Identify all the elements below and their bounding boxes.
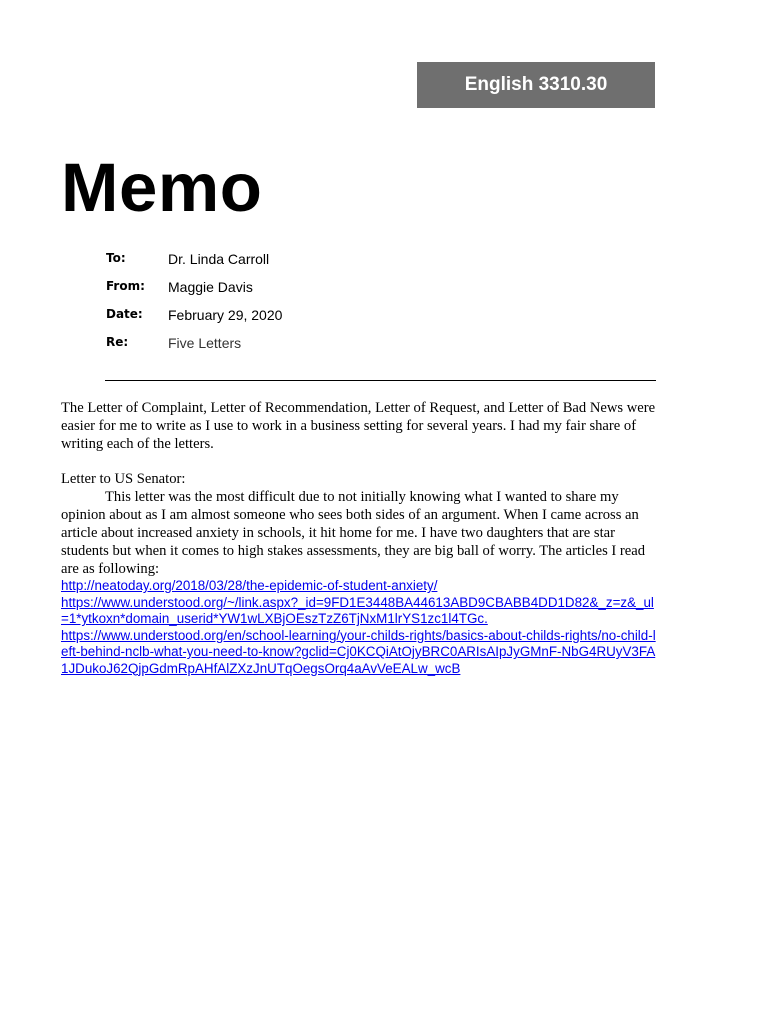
date-value: February 29, 2020 [168,307,283,323]
date-row [106,304,666,332]
from-row [106,276,666,304]
re-label: Re: [106,335,129,349]
section-paragraph: This letter was the most difficult due to not initially knowing what I wanted to share my opinion about as I am almost someone who sees both sides of an argument. When I came across an article about increased anxiety in schools, it hit home for me. I have two daughters that are star students but when it comes to high stakes assessments, they are big ball of worry. The articles I read are as following: [61,489,646,577]
reference-links [61,578,659,677]
memo-title: Memo [61,149,263,226]
re-value: Five Letters [168,335,242,351]
header-divider [105,380,656,381]
memo-body [61,399,661,677]
date-label: Date: [106,307,143,321]
to-value: Dr. Linda Carroll [168,251,270,267]
re-row [106,332,666,360]
paragraph-gap [61,453,661,470]
reference-link-1[interactable]: http://neatoday.org/2018/03/28/the-epidemic-of-student-anxiety/ [61,578,438,593]
to-row [106,248,666,276]
intro-paragraph: The Letter of Complaint, Letter of Recommendation, Letter of Request, and Letter of Bad News were easier for me to write as I use to work in a business setting for several years. I had my fair share of writing each of the letters. [61,400,656,452]
course-number: English 3310.30 [464,74,608,95]
reference-link-3[interactable]: https://www.understood.org/en/school-learning/your-childs-rights/basics-about-childs-rights/no-child-left-behind-nclb-what-you-need-to-know?gclid=Cj0KCQiAtOjyBRC0ARIsAIpJyGMnF-NbG4RUyV3FA1JDukoJ62QjpGdmRpAHfAlZXzJnUTqOegsOrq4aAvVeEALw_wcB [61,627,656,676]
from-value: Maggie Davis [168,279,253,295]
section-heading: Letter to US Senator: [61,471,186,487]
reference-link-2[interactable]: https://www.understood.org/~/link.aspx?_id=9FD1E3448BA44613ABD9CBABB4DD1D82&_z=z&_ul=1*ytkoxn*domain_userid*YW1wLXBjOEszTzZ6TjNxM1lrYS1zc1l4TGc. [61,594,654,626]
from-label: From: [106,279,145,293]
to-label: To: [106,251,126,265]
course-number-box [417,62,655,108]
memo-header-fields [106,248,666,360]
